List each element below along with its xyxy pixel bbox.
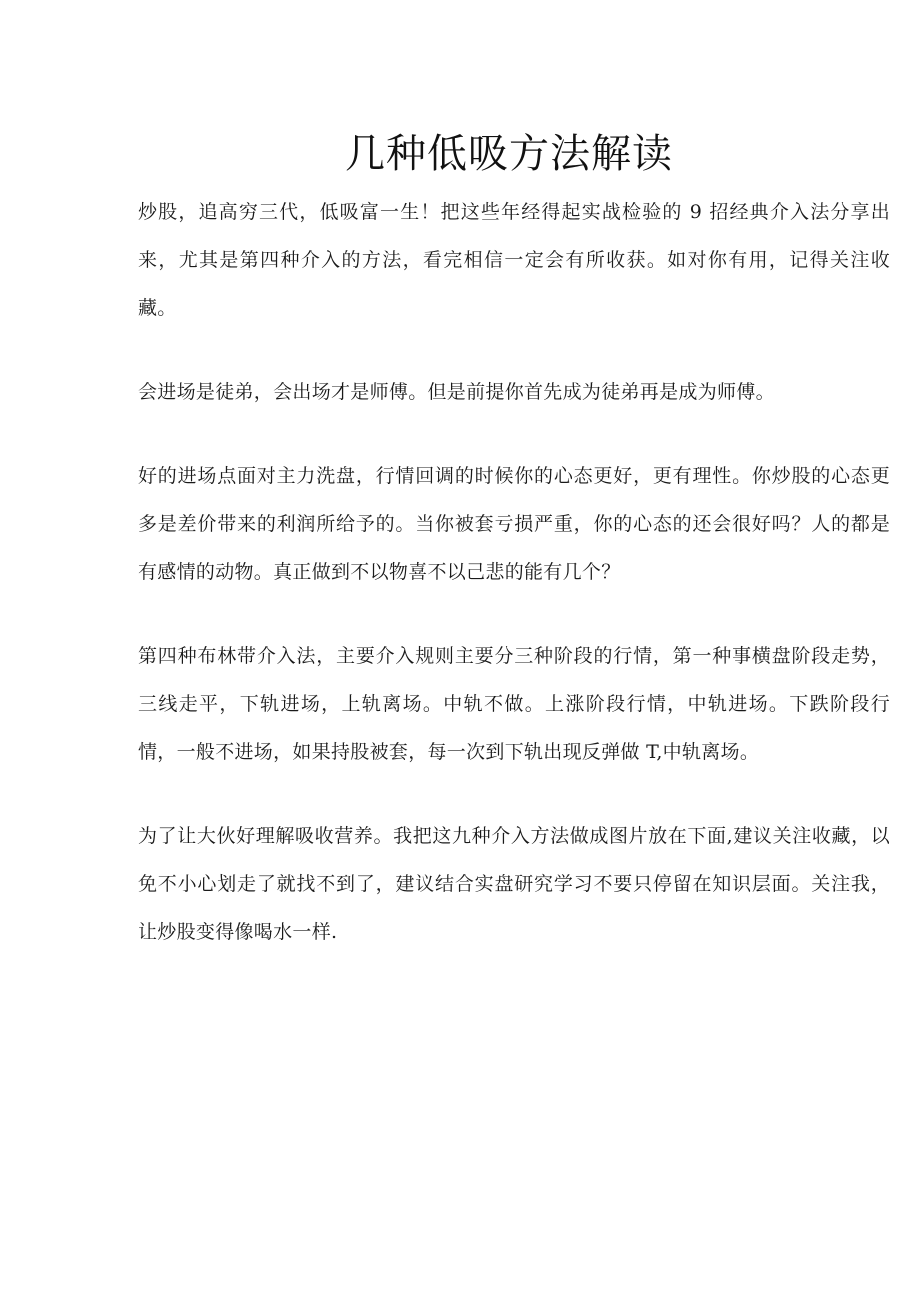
paragraph-bollinger: 第四种布林带介入法，主要介入规则主要分三种阶段的行情，第一种事横盘阶段走势，三线走平，下轨进场，上轨离场。中轨不做。上涨阶段行情，中轨进场。下跌阶段行情，一般不进场，如果持股被套，每一次到下轨出现反弹做 T,中轨离场。 <box>138 645 890 763</box>
paragraph-intro: 炒股，追高穷三代，低吸富一生！把这些年经得起实战检验的 9 招经典介入法分享出来，尤其是第四种介入的方法，看完相信一定会有所收获。如对你有用，记得关注收藏。 <box>138 201 890 319</box>
paragraph-mindset: 好的进场点面对主力洗盘，行情回调的时候你的心态更好，更有理性。你炒股的心态更多是差价带来的利润所给予的。当你被套亏损严重，你的心态的还会很好吗？人的都是有感情的动物。真正做到不以物喜不以己悲的能有几个？ <box>138 465 890 583</box>
paragraph-entry-exit: 会进场是徒弟，会出场才是师傅。但是前提你首先成为徒弟再是成为师傅。 <box>138 381 775 403</box>
page-title: 几种低吸方法解读 <box>345 131 673 177</box>
paragraph-closing: 为了让大伙好理解吸收营养。我把这九种介入方法做成图片放在下面,建议关注收藏，以免不小心划走了就找不到了，建议结合实盘研究学习不要只停留在知识层面。关注我，让炒股变得像喝水一样. <box>138 825 890 943</box>
article-body <box>138 188 890 992</box>
